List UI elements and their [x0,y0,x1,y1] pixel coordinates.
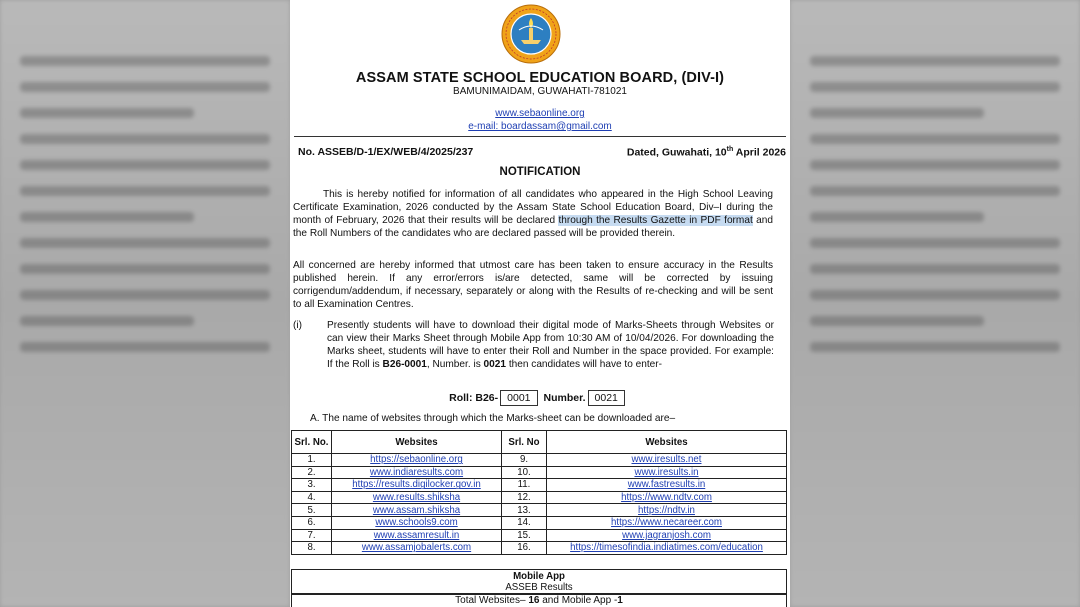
total-summary: Total Websites– 16 and Mobile App -1 [291,593,787,607]
header-websites: Websites [547,431,787,454]
website-link[interactable]: www.iresults.net [547,454,787,467]
date-line: Dated, Guwahati, 10th April 2026 [626,146,786,159]
board-address: BAMUNIMAIDAM, GUWAHATI-781021 [453,86,627,97]
table-row: 8. www.assamjobalerts.com 16. https://timesofindia.indiatimes.com/education [292,542,787,555]
header-divider [294,136,786,137]
paragraph-2: All concerned are hereby informed that utmost care has been taken to ensure accuracy in the Results published herein. If any error/errors is/are detected, same will be corrected by issuing corrigendum/addendum, if necessary, separately or along with the Results of re-checking and will be sent to all Examination Centres. [293,260,773,310]
table-row: 7. www.assamresult.in 15. www.jagranjosh.com [292,529,787,542]
websites-table [291,430,787,555]
header-srl-no: Srl. No. [292,431,332,454]
highlighted-text: through the Results Gazette in PDF format [558,215,753,226]
roll-example: Roll: B26- 0001 Number. 0021 [290,390,790,406]
mobile-app-title: Mobile App [513,571,565,582]
number-value-box: 0021 [588,390,625,406]
website-link[interactable]: https://results.digilocker.gov.in [332,479,502,492]
website-link[interactable]: https://www.necareer.com [547,516,787,529]
website-link[interactable]: www.assamresult.in [332,529,502,542]
board-title: ASSAM STATE SCHOOL EDUCATION BOARD, (DIV-I) [355,70,725,86]
website-link[interactable]: www.sebaonline.org [495,108,585,119]
table-row: 2. www.indiaresults.com 10. www.iresults.in [292,466,787,479]
website-link[interactable]: www.assamjobalerts.com [332,542,502,555]
website-link[interactable]: www.jagranjosh.com [547,529,787,542]
mobile-app-name: ASSEB Results [505,582,573,593]
table-row: 5. www.assam.shiksha 13. https://ndtv.in [292,504,787,517]
header-srl-no: Srl. No [502,431,547,454]
website-link[interactable]: www.indiaresults.com [332,466,502,479]
website-link[interactable]: www.schools9.com [332,516,502,529]
website-link[interactable]: www.assam.shiksha [332,504,502,517]
paragraph-1: This is hereby notified for information of all candidates who appeared in the High School Leaving Certificate Examination, 2026 conducted by the Assam State School Education Board, Div–I during the month of February, 2026 that their results will be declared through the Results Gazette in PDF format and the Roll Numbers of the candidates who are declared passed will be provided therein. [293,189,773,239]
website-link[interactable]: https://sebaonline.org [332,454,502,467]
notification-document: ASSAM STATE SCHOOL EDUCATION BOARD, (DIV-I) BAMUNIMAIDAM, GUWAHATI-781021 www.sebaonline.org e-mail: boardassam@gmail.com No. ASSEB/D-1/EX/WEB/4/2025/237 Dated, Guwahati, 10th April 2026 NOTIFICATION This is hereby notified for information of all candidates who appeared in the High School Leaving Certificate Examination, 2026 conducted by the Assam State School Education Board, Div–I during the month of February, 2026 that their results will be declared through the Results Gazette in PDF format and the Roll Numbers of the candidates who are declared passed will be provided therein. All concerned are hereby informed that utmost care has been taken to ensure accuracy in the Results published herein. If any error/errors is/are detected, same will be corrected by issuing corrigendum/addendum, if necessary, separately or along with the Results of re-checking and will be sent to all Examination Centres. (i) Presently students will have to download their digital mode of Marks-Sheets through Websites or can view their Marks Sheet through Mobile App from 10:30 AM of 10/04/2026. For downloading the Marks sheet, students will have to enter their Roll and Number in the space provided. For example: If the Roll is B26-0001, Number. is 0021 then candidates will have to enter- Roll: B26- 0001 Number. 0021 A. The name of websites through which the Marks-sheet can be downloaded are– Srl. No. Websites Srl. No Websites 1. https://sebaonline.org 9. www.iresults.net 2. www.indiaresults.com 10. www.iresults.in 3. https://results.digilocker.gov.in 11. www.fastresults.in 4. www.results.shiksha 12. https://www.ndtv.com 5. www.assam.shiksha 13. https://ndtv.in 6. www.schools9.com 14. https://www.necareer.com 7. www.assamresult.in 15. www.jagranjosh.com 8. www.assamjobalerts.com 16. https://timesofindia.indiatimes.com/education Mobile App ASSEB Results Total Websites– 16 and Mobile App -1 [290,0,790,607]
website-link[interactable]: https://timesofindia.indiatimes.com/education [547,542,787,555]
header-websites: Websites [332,431,502,454]
table-row: 4. www.results.shiksha 12. https://www.ndtv.com [292,491,787,504]
table-row: 3. https://results.digilocker.gov.in 11. www.fastresults.in [292,479,787,492]
email-link[interactable]: e-mail: boardassam@gmail.com [468,121,612,132]
section-a-heading: A. The name of websites through which the Marks-sheet can be downloaded are– [310,413,676,424]
table-row: 1. https://sebaonline.org 9. www.iresults.net [292,454,787,467]
blurred-background-left [0,0,290,607]
blurred-background-right [790,0,1080,607]
reference-number: No. ASSEB/D-1/EX/WEB/4/2025/237 [298,146,474,158]
roll-value-box: 0001 [500,390,537,406]
board-seal-icon [501,4,561,64]
mobile-app-box [291,569,787,595]
website-link[interactable]: https://www.ndtv.com [547,491,787,504]
website-link[interactable]: www.fastresults.in [547,479,787,492]
website-link[interactable]: www.results.shiksha [332,491,502,504]
website-link[interactable]: www.iresults.in [547,466,787,479]
notification-heading: NOTIFICATION [499,166,581,178]
website-link[interactable]: https://ndtv.in [547,504,787,517]
table-row: 6. www.schools9.com 14. https://www.necareer.com [292,516,787,529]
